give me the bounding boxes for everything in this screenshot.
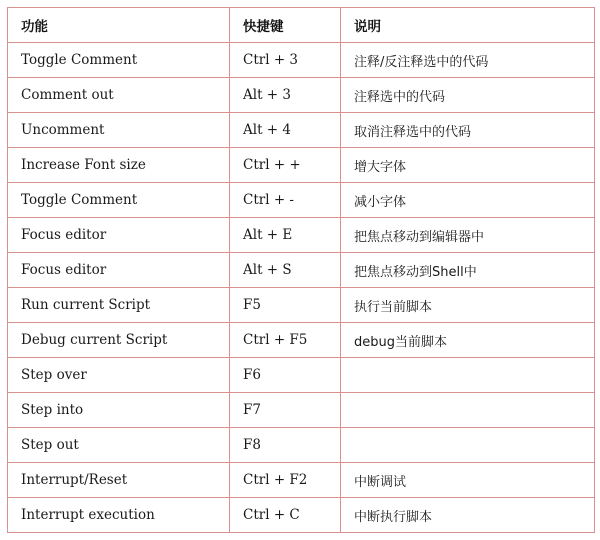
table-row [8,358,595,393]
cell-description: debug当前脚本 [341,323,595,358]
cell-function: Run current Script [8,288,230,323]
cell-description: 注释选中的代码 [341,78,595,113]
cell-shortcut: F5 [230,288,341,323]
table-row [8,43,595,78]
header-description: 说明 [341,8,595,43]
header-function: 功能 [8,8,230,43]
table-row [8,288,595,323]
table-row [8,323,595,358]
cell-function: Interrupt/Reset [8,463,230,498]
cell-description: 减小字体 [341,183,595,218]
cell-function: Step over [8,358,230,393]
cell-shortcut: Alt + S [230,253,341,288]
table-row [8,218,595,253]
cell-shortcut: Ctrl + - [230,183,341,218]
cell-function: Toggle Comment [8,43,230,78]
table-row [8,253,595,288]
table-header-row [8,8,595,43]
cell-function: Increase Font size [8,148,230,183]
table-row [8,183,595,218]
cell-description [341,428,595,463]
cell-function: Uncomment [8,113,230,148]
cell-description: 注释/反注释选中的代码 [341,43,595,78]
cell-shortcut: Alt + E [230,218,341,253]
table-row [8,78,595,113]
table-row [8,463,595,498]
cell-description: 把焦点移动到编辑器中 [341,218,595,253]
cell-function: Debug current Script [8,323,230,358]
cell-shortcut: Alt + 4 [230,113,341,148]
header-shortcut: 快捷键 [230,8,341,43]
cell-shortcut: Ctrl + F5 [230,323,341,358]
cell-function: Step out [8,428,230,463]
cell-function: Focus editor [8,218,230,253]
cell-function: Toggle Comment [8,183,230,218]
cell-description: 增大字体 [341,148,595,183]
cell-shortcut: Alt + 3 [230,78,341,113]
cell-description: 取消注释选中的代码 [341,113,595,148]
cell-function: Comment out [8,78,230,113]
cell-shortcut: F8 [230,428,341,463]
cell-shortcut: F6 [230,358,341,393]
cell-description [341,393,595,428]
cell-description: 中断调试 [341,463,595,498]
cell-description: 把焦点移动到Shell中 [341,253,595,288]
cell-function: Interrupt execution [8,498,230,533]
cell-shortcut: Ctrl + 3 [230,43,341,78]
cell-shortcut: Ctrl + F2 [230,463,341,498]
cell-description [341,358,595,393]
table-row [8,428,595,463]
cell-shortcut: Ctrl + C [230,498,341,533]
table-row [8,148,595,183]
shortcut-table [7,7,595,533]
cell-shortcut: Ctrl + + [230,148,341,183]
table-row [8,113,595,148]
cell-shortcut: F7 [230,393,341,428]
cell-description: 执行当前脚本 [341,288,595,323]
cell-function: Step into [8,393,230,428]
table-row [8,393,595,428]
table-row [8,498,595,533]
cell-function: Focus editor [8,253,230,288]
cell-description: 中断执行脚本 [341,498,595,533]
shortcut-table-container [7,7,594,533]
